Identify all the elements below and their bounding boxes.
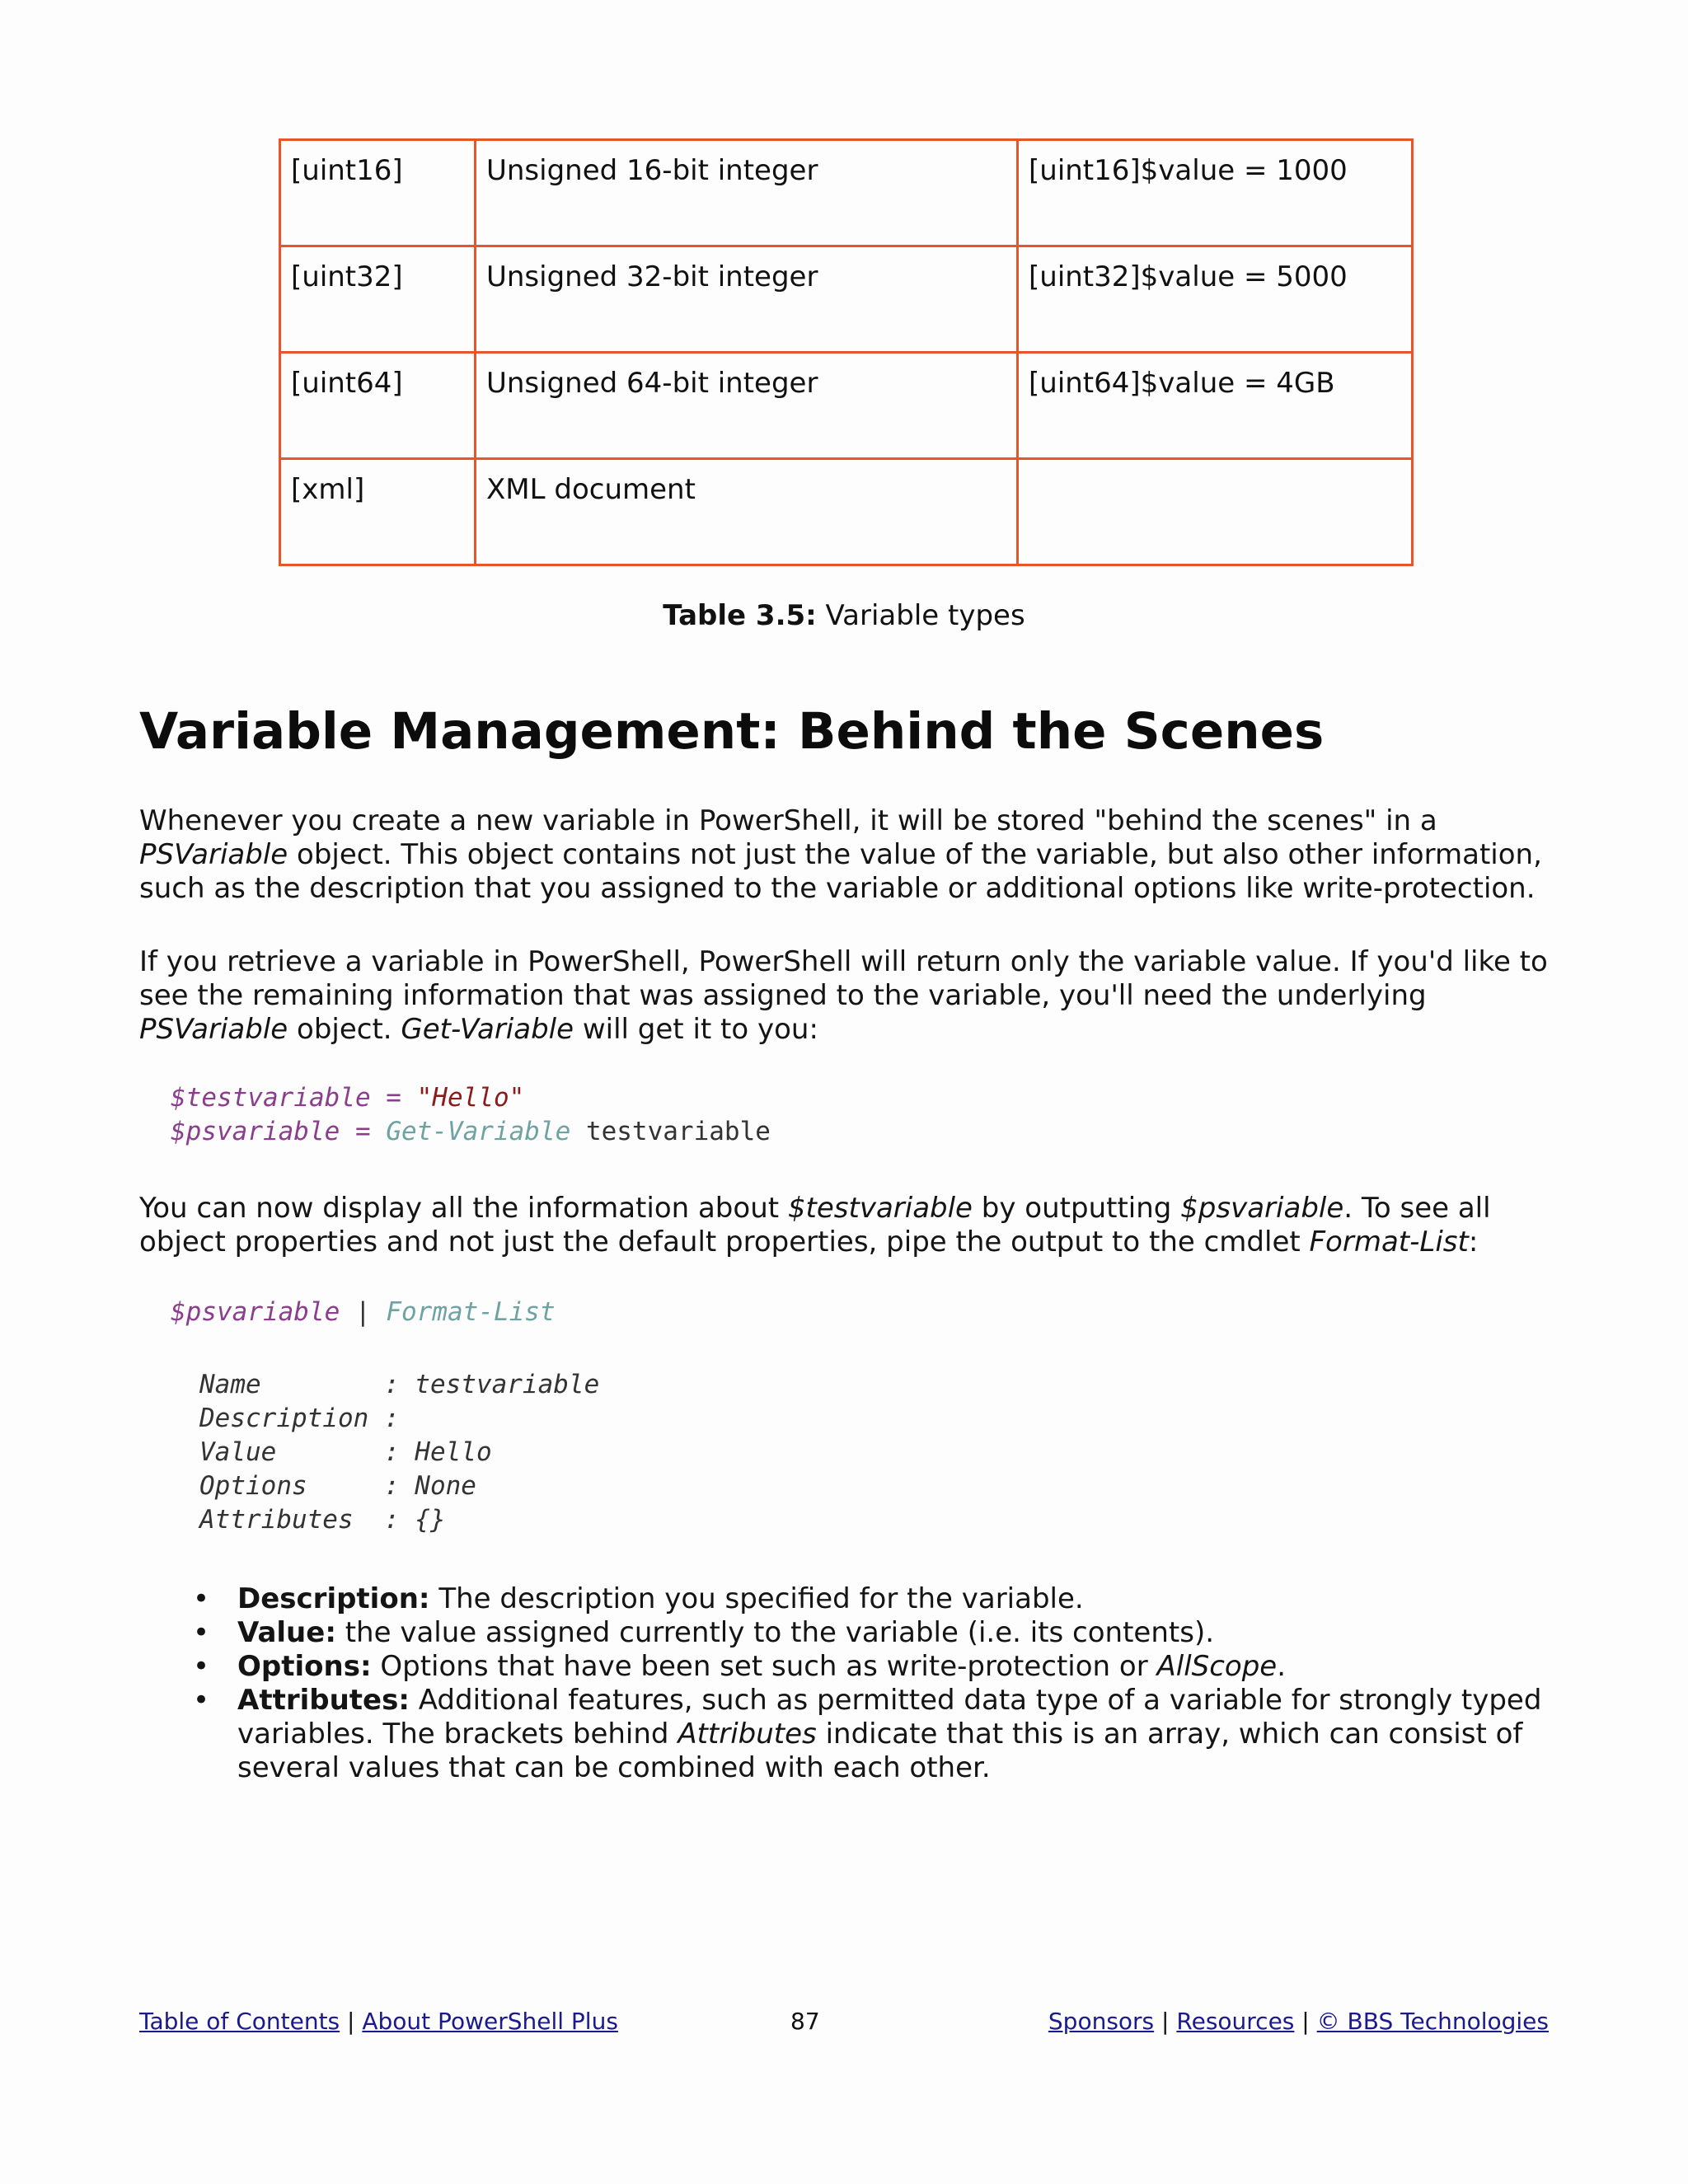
output-line: Name : testvariable: [199, 1370, 600, 1399]
example-cell: [uint64]$value = 4GB: [1018, 353, 1413, 459]
emphasis: $psvariable: [1180, 1192, 1344, 1225]
description-cell: XML document: [476, 459, 1018, 565]
code-block: [171, 1081, 771, 1149]
resources-link[interactable]: Resources: [1176, 2008, 1295, 2035]
list-item: • Options: Options that have been set such as write-protection or AllScope.: [193, 1650, 1287, 1683]
caption-label: Table 3.5:: [663, 599, 817, 632]
emphasis: Attributes: [678, 1718, 817, 1750]
page-footer: [139, 2004, 1549, 2039]
bullet-icon: •: [193, 1650, 210, 1683]
output-line: Value : Hello: [199, 1437, 492, 1467]
table-caption: [0, 598, 1688, 633]
bullet-term: Attributes:: [237, 1684, 410, 1717]
copyright-link[interactable]: © BBS Technologies: [1316, 2008, 1549, 2035]
emphasis: AllScope: [1156, 1650, 1278, 1683]
footer-separator: |: [1294, 2008, 1317, 2035]
paragraph: If you retrieve a variable in PowerShell, PowerShell will return only the variable value. If you'd like to see the remaining information that was assigned to the variable, you'll need the underlying PSVariable object. Get-Variable will get it to you:: [139, 945, 1548, 1046]
type-cell: [uint64]: [280, 353, 476, 459]
emphasis: PSVariable: [139, 1013, 288, 1046]
bullet-list: [190, 1582, 1558, 1785]
table-row: [280, 459, 1413, 565]
footer-separator: |: [1154, 2008, 1177, 2035]
sponsors-link[interactable]: Sponsors: [1048, 2008, 1155, 2035]
variable-types-table: [279, 138, 1414, 566]
code-line: $testvariable = "Hello": [171, 1083, 525, 1113]
description-cell: Unsigned 32-bit integer: [476, 246, 1018, 353]
footer-left-links: [139, 2004, 618, 2039]
caption-text: Variable types: [816, 599, 1025, 632]
page-number: 87: [790, 2008, 820, 2035]
output-line: Attributes : {}: [199, 1505, 446, 1535]
table-of-contents-link[interactable]: Table of Contents: [139, 2008, 340, 2035]
code-line: $psvariable = Get-Variable testvariable: [171, 1117, 771, 1146]
description-cell: Unsigned 16-bit integer: [476, 140, 1018, 246]
paragraph: You can now display all the information about $testvariable by outputting $psvariable. To see all object properties and not just the default properties, pipe the output to the cmdlet Format-List:: [139, 1192, 1491, 1258]
footer-separator: |: [340, 2008, 363, 2035]
type-cell: [uint32]: [280, 246, 476, 353]
table-row: [280, 140, 1413, 246]
output-line: Options : None: [199, 1471, 476, 1501]
section-heading: Variable Management: Behind the Scenes: [139, 702, 1325, 761]
footer-right-links: [1048, 2004, 1549, 2039]
emphasis: PSVariable: [139, 838, 288, 871]
list-item: • Attributes: Additional features, such as permitted data type of a variable for strongly typed variables. The brackets behind Attributes indicate that this is an array, which can consist of several values that can be combined with each other.: [193, 1684, 1542, 1784]
paragraph: Whenever you create a new variable in PowerShell, it will be stored "behind the scenes" in a PSVariable object. This object contains not just the value of the variable, but also other information, such as the description that you assigned to the variable or additional options like write-protection.: [139, 804, 1542, 905]
table-row: [280, 246, 1413, 353]
bullet-term: Description:: [237, 1582, 430, 1615]
list-item: • Description: The description you specified for the variable.: [193, 1582, 1084, 1615]
about-powershell-plus-link[interactable]: About PowerShell Plus: [362, 2008, 618, 2035]
bullet-icon: •: [193, 1616, 210, 1649]
example-cell: [1018, 459, 1413, 565]
bullet-term: Value:: [237, 1616, 336, 1649]
command-output: [199, 1368, 599, 1537]
emphasis: Get-Variable: [401, 1013, 574, 1046]
example-cell: [uint32]$value = 5000: [1018, 246, 1413, 353]
example-cell: [uint16]$value = 1000: [1018, 140, 1413, 246]
list-item: • Value: the value assigned currently to the variable (i.e. its contents).: [193, 1616, 1215, 1649]
output-line: Description :: [199, 1404, 400, 1433]
bullet-icon: •: [193, 1582, 210, 1615]
emphasis: $testvariable: [787, 1192, 973, 1225]
bullet-term: Options:: [237, 1650, 372, 1683]
table-row: [280, 353, 1413, 459]
code-block: $psvariable | Format-List: [171, 1297, 556, 1327]
emphasis: Format-List: [1309, 1226, 1469, 1258]
description-cell: Unsigned 64-bit integer: [476, 353, 1018, 459]
type-cell: [uint16]: [280, 140, 476, 246]
bullet-icon: •: [193, 1684, 210, 1717]
type-cell: [xml]: [280, 459, 476, 565]
